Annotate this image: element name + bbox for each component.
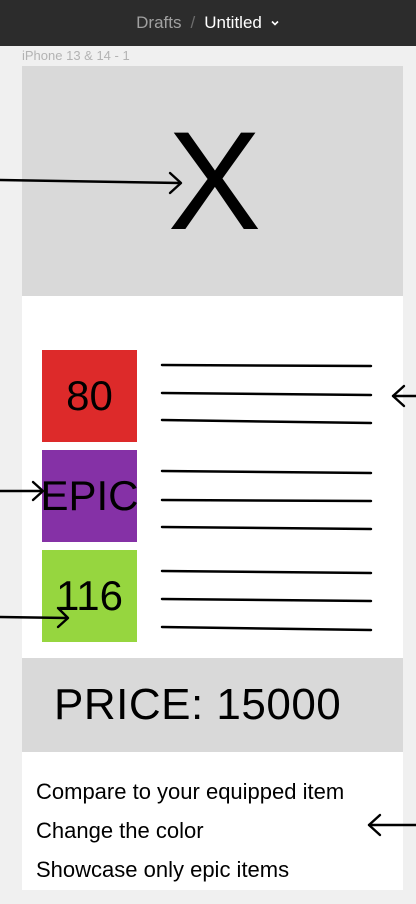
close-icon[interactable]: X — [167, 102, 262, 259]
arrow-right-icon — [0, 482, 43, 500]
stat-box-power: 116 — [42, 550, 137, 642]
frame-label[interactable]: iPhone 13 & 14 - 1 — [22, 48, 130, 63]
stat-box-level: 80 — [42, 350, 137, 442]
breadcrumb-drafts[interactable]: Drafts — [136, 13, 182, 32]
note-showcase-epic: Showcase only epic items — [36, 857, 290, 882]
price-text: PRICE: 15000 — [54, 680, 342, 729]
arrow-right-icon — [0, 608, 68, 627]
arrow-right-icon — [0, 173, 181, 193]
note-change-color: Change the color — [36, 818, 204, 843]
arrow-left-icon — [393, 386, 416, 406]
note-compare: Compare to your equipped item — [36, 779, 345, 804]
breadcrumb-separator: / — [190, 13, 196, 32]
stat-box-rarity: EPIC — [42, 450, 137, 542]
arrow-left-icon — [369, 815, 416, 835]
file-name[interactable]: Untitled — [204, 13, 262, 32]
